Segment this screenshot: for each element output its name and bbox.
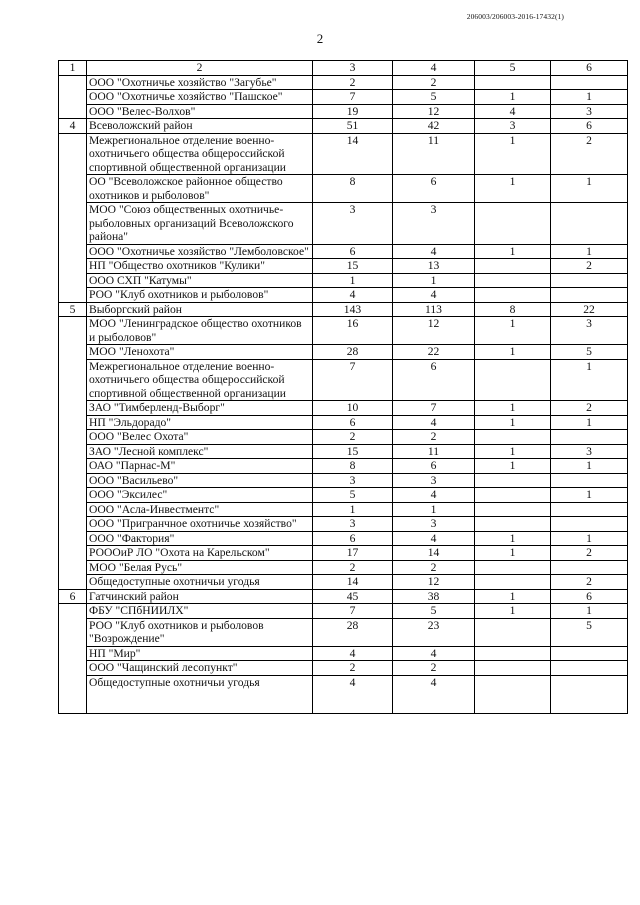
table-row (59, 488, 628, 503)
value-cell: 4 (393, 415, 475, 430)
value-cell: 2 (551, 575, 628, 590)
value-cell (551, 646, 628, 661)
value-cell (475, 288, 551, 303)
value-cell: 4 (393, 675, 475, 713)
organization-name: НП "Общество охотников "Кулики" (87, 259, 313, 274)
value-cell: 1 (475, 401, 551, 416)
value-cell: 28 (313, 345, 393, 360)
value-cell: 11 (393, 444, 475, 459)
value-cell (475, 75, 551, 90)
column-header: 6 (551, 61, 628, 76)
organization-name: МОО "Ленинградское общество охотников и рыболовов" (87, 317, 313, 345)
value-cell: 4 (393, 488, 475, 503)
value-cell (551, 675, 628, 713)
district-name: Всеволожский район (87, 119, 313, 134)
organization-name: МОО "Ленохота" (87, 345, 313, 360)
value-cell: 1 (393, 502, 475, 517)
organization-name: НП "Мир" (87, 646, 313, 661)
table-row (59, 133, 628, 175)
column-header: 3 (313, 61, 393, 76)
value-cell (475, 618, 551, 646)
table-row (59, 575, 628, 590)
value-cell: 15 (313, 259, 393, 274)
organization-name: НП "Эльдорадо" (87, 415, 313, 430)
district-value: 6 (551, 589, 628, 604)
table-row (59, 502, 628, 517)
value-cell: 13 (393, 259, 475, 274)
district-value: 8 (475, 302, 551, 317)
district-value: 113 (393, 302, 475, 317)
value-cell (551, 203, 628, 245)
value-cell (475, 560, 551, 575)
value-cell: 3 (313, 517, 393, 532)
value-cell: 1 (475, 317, 551, 345)
value-cell (475, 675, 551, 713)
organization-name: Межрегиональное отделение военно-охотничьего общества общероссийской спортивной общественной организации (87, 133, 313, 175)
table-row (59, 618, 628, 646)
district-number: 6 (59, 589, 87, 604)
value-cell: 2 (393, 430, 475, 445)
district-value: 3 (475, 119, 551, 134)
group-number-cell (59, 604, 87, 714)
value-cell: 3 (551, 104, 628, 119)
district-value: 143 (313, 302, 393, 317)
organization-name: ООО "Фактория" (87, 531, 313, 546)
organization-name: ООО "Охотничье хозяйство "Загубье" (87, 75, 313, 90)
value-cell: 6 (313, 244, 393, 259)
organization-name: Общедоступные охотничьи угодья (87, 675, 313, 713)
value-cell: 1 (551, 244, 628, 259)
value-cell: 2 (313, 560, 393, 575)
table-row (59, 244, 628, 259)
value-cell: 28 (313, 618, 393, 646)
table-row (59, 175, 628, 203)
value-cell: 5 (551, 345, 628, 360)
value-cell: 3 (313, 203, 393, 245)
value-cell (475, 517, 551, 532)
value-cell: 11 (393, 133, 475, 175)
table-row (59, 517, 628, 532)
value-cell: 1 (475, 175, 551, 203)
value-cell: 3 (313, 473, 393, 488)
organization-name: ОО "Всеволожское районное общество охотников и рыболовов" (87, 175, 313, 203)
value-cell: 1 (475, 415, 551, 430)
value-cell: 4 (475, 104, 551, 119)
value-cell: 1 (551, 359, 628, 401)
value-cell (551, 473, 628, 488)
group-number-cell (59, 133, 87, 302)
table-row (59, 560, 628, 575)
table-row (59, 273, 628, 288)
organization-name: ООО "Васильево" (87, 473, 313, 488)
value-cell: 19 (313, 104, 393, 119)
value-cell (475, 203, 551, 245)
value-cell (475, 273, 551, 288)
table-row (59, 401, 628, 416)
organization-name: РОООиР ЛО "Охота на Карельском" (87, 546, 313, 561)
organization-name: Общедоступные охотничьи угодья (87, 575, 313, 590)
value-cell (475, 473, 551, 488)
value-cell: 5 (393, 604, 475, 619)
value-cell: 12 (393, 104, 475, 119)
value-cell: 1 (313, 502, 393, 517)
hunting-grounds-table (58, 60, 628, 714)
value-cell: 7 (313, 604, 393, 619)
table-row (59, 317, 628, 345)
value-cell: 6 (393, 175, 475, 203)
value-cell: 3 (393, 517, 475, 532)
district-number: 5 (59, 302, 87, 317)
table-row (59, 203, 628, 245)
value-cell: 1 (475, 244, 551, 259)
value-cell: 1 (551, 604, 628, 619)
organization-name: ЗАО "Лесной комплекс" (87, 444, 313, 459)
table-row (59, 415, 628, 430)
district-value: 51 (313, 119, 393, 134)
value-cell: 1 (475, 444, 551, 459)
value-cell: 2 (551, 401, 628, 416)
value-cell: 14 (313, 575, 393, 590)
organization-name: ООО "Велес Охота" (87, 430, 313, 445)
table-row (59, 444, 628, 459)
value-cell: 4 (313, 675, 393, 713)
table-row (59, 90, 628, 105)
value-cell: 16 (313, 317, 393, 345)
table-row (59, 359, 628, 401)
table-row (59, 345, 628, 360)
value-cell: 1 (475, 531, 551, 546)
value-cell: 1 (475, 459, 551, 474)
value-cell: 3 (393, 473, 475, 488)
value-cell: 1 (475, 345, 551, 360)
value-cell: 2 (313, 430, 393, 445)
group-number-cell (59, 75, 87, 119)
value-cell: 2 (393, 661, 475, 676)
value-cell: 12 (393, 575, 475, 590)
value-cell: 3 (393, 203, 475, 245)
value-cell: 2 (393, 75, 475, 90)
district-row (59, 119, 628, 134)
value-cell: 1 (313, 273, 393, 288)
value-cell: 6 (313, 531, 393, 546)
district-number: 4 (59, 119, 87, 134)
value-cell: 2 (551, 546, 628, 561)
value-cell (551, 661, 628, 676)
value-cell: 8 (313, 175, 393, 203)
value-cell (551, 560, 628, 575)
value-cell (475, 661, 551, 676)
column-header: 2 (87, 61, 313, 76)
value-cell (475, 575, 551, 590)
value-cell: 14 (313, 133, 393, 175)
value-cell: 23 (393, 618, 475, 646)
district-value: 6 (551, 119, 628, 134)
table-row (59, 604, 628, 619)
district-name: Гатчинский район (87, 589, 313, 604)
value-cell: 5 (551, 618, 628, 646)
value-cell: 12 (393, 317, 475, 345)
value-cell: 2 (313, 661, 393, 676)
value-cell: 6 (393, 459, 475, 474)
value-cell: 3 (551, 317, 628, 345)
table-row (59, 104, 628, 119)
table-row (59, 430, 628, 445)
organization-name: ООО "Пригранчное охотничье хозяйство" (87, 517, 313, 532)
value-cell (475, 646, 551, 661)
organization-name: Межрегиональное отделение военно-охотничьего общества общероссийской спортивной общественной организации (87, 359, 313, 401)
value-cell (475, 359, 551, 401)
value-cell: 5 (393, 90, 475, 105)
value-cell (551, 288, 628, 303)
column-header: 5 (475, 61, 551, 76)
district-row (59, 589, 628, 604)
organization-name: ООО СХП "Катумы" (87, 273, 313, 288)
district-value: 22 (551, 302, 628, 317)
value-cell: 5 (313, 488, 393, 503)
organization-name: МОО "Союз общественных охотничье-рыболовных организаций Всеволожского района" (87, 203, 313, 245)
value-cell (551, 273, 628, 288)
value-cell: 6 (393, 359, 475, 401)
value-cell: 1 (551, 488, 628, 503)
organization-name: ООО "Охотничье хозяйство "Лемболовское" (87, 244, 313, 259)
value-cell: 22 (393, 345, 475, 360)
organization-name: ООО "Эксилес" (87, 488, 313, 503)
organization-name: ООО "Чащинский лесопункт" (87, 661, 313, 676)
value-cell: 1 (551, 531, 628, 546)
organization-name: ФБУ "СПбНИИЛХ" (87, 604, 313, 619)
value-cell: 1 (551, 175, 628, 203)
value-cell: 1 (475, 546, 551, 561)
table-row (59, 75, 628, 90)
district-value: 1 (475, 589, 551, 604)
column-header: 4 (393, 61, 475, 76)
organization-name: ООО "Охотничье хозяйство "Пашское" (87, 90, 313, 105)
value-cell: 1 (475, 90, 551, 105)
value-cell: 7 (313, 359, 393, 401)
value-cell (551, 430, 628, 445)
header-row (59, 61, 628, 76)
value-cell: 1 (551, 90, 628, 105)
table-row (59, 259, 628, 274)
table-row (59, 459, 628, 474)
table-row (59, 473, 628, 488)
district-name: Выборгский район (87, 302, 313, 317)
group-number-cell (59, 317, 87, 590)
table-row (59, 531, 628, 546)
district-row (59, 302, 628, 317)
value-cell: 4 (313, 646, 393, 661)
value-cell: 6 (313, 415, 393, 430)
value-cell: 7 (393, 401, 475, 416)
value-cell: 1 (475, 604, 551, 619)
value-cell: 15 (313, 444, 393, 459)
value-cell: 1 (551, 415, 628, 430)
table-row (59, 661, 628, 676)
value-cell: 4 (393, 531, 475, 546)
value-cell: 4 (393, 244, 475, 259)
value-cell: 4 (393, 288, 475, 303)
value-cell: 14 (393, 546, 475, 561)
value-cell: 2 (551, 259, 628, 274)
value-cell (475, 502, 551, 517)
table-row (59, 288, 628, 303)
value-cell (475, 430, 551, 445)
district-value: 42 (393, 119, 475, 134)
value-cell: 17 (313, 546, 393, 561)
value-cell: 4 (313, 288, 393, 303)
district-value: 38 (393, 589, 475, 604)
organization-name: ООО "Велес-Волхов" (87, 104, 313, 119)
value-cell: 3 (551, 444, 628, 459)
table-row (59, 675, 628, 713)
value-cell: 7 (313, 90, 393, 105)
value-cell (475, 488, 551, 503)
organization-name: РОО "Клуб охотников и рыболовов "Возрождение" (87, 618, 313, 646)
district-value: 45 (313, 589, 393, 604)
value-cell: 1 (551, 459, 628, 474)
value-cell: 2 (551, 133, 628, 175)
value-cell: 4 (393, 646, 475, 661)
organization-name: РОО "Клуб охотников и рыболовов" (87, 288, 313, 303)
organization-name: ОАО "Парнас-М" (87, 459, 313, 474)
document-number: 206003/206003-2016-17432(1) (466, 12, 564, 21)
organization-name: ЗАО "Тимберленд-Выборг" (87, 401, 313, 416)
value-cell: 2 (313, 75, 393, 90)
page-number: 2 (316, 31, 324, 46)
value-cell (475, 259, 551, 274)
value-cell (551, 517, 628, 532)
value-cell: 8 (313, 459, 393, 474)
value-cell (551, 75, 628, 90)
value-cell: 1 (393, 273, 475, 288)
value-cell: 10 (313, 401, 393, 416)
value-cell: 2 (393, 560, 475, 575)
organization-name: ООО "Асла-Инвестментс" (87, 502, 313, 517)
table-row (59, 646, 628, 661)
column-header: 1 (59, 61, 87, 76)
value-cell: 1 (475, 133, 551, 175)
organization-name: МОО "Белая Русь" (87, 560, 313, 575)
table-row (59, 546, 628, 561)
value-cell (551, 502, 628, 517)
